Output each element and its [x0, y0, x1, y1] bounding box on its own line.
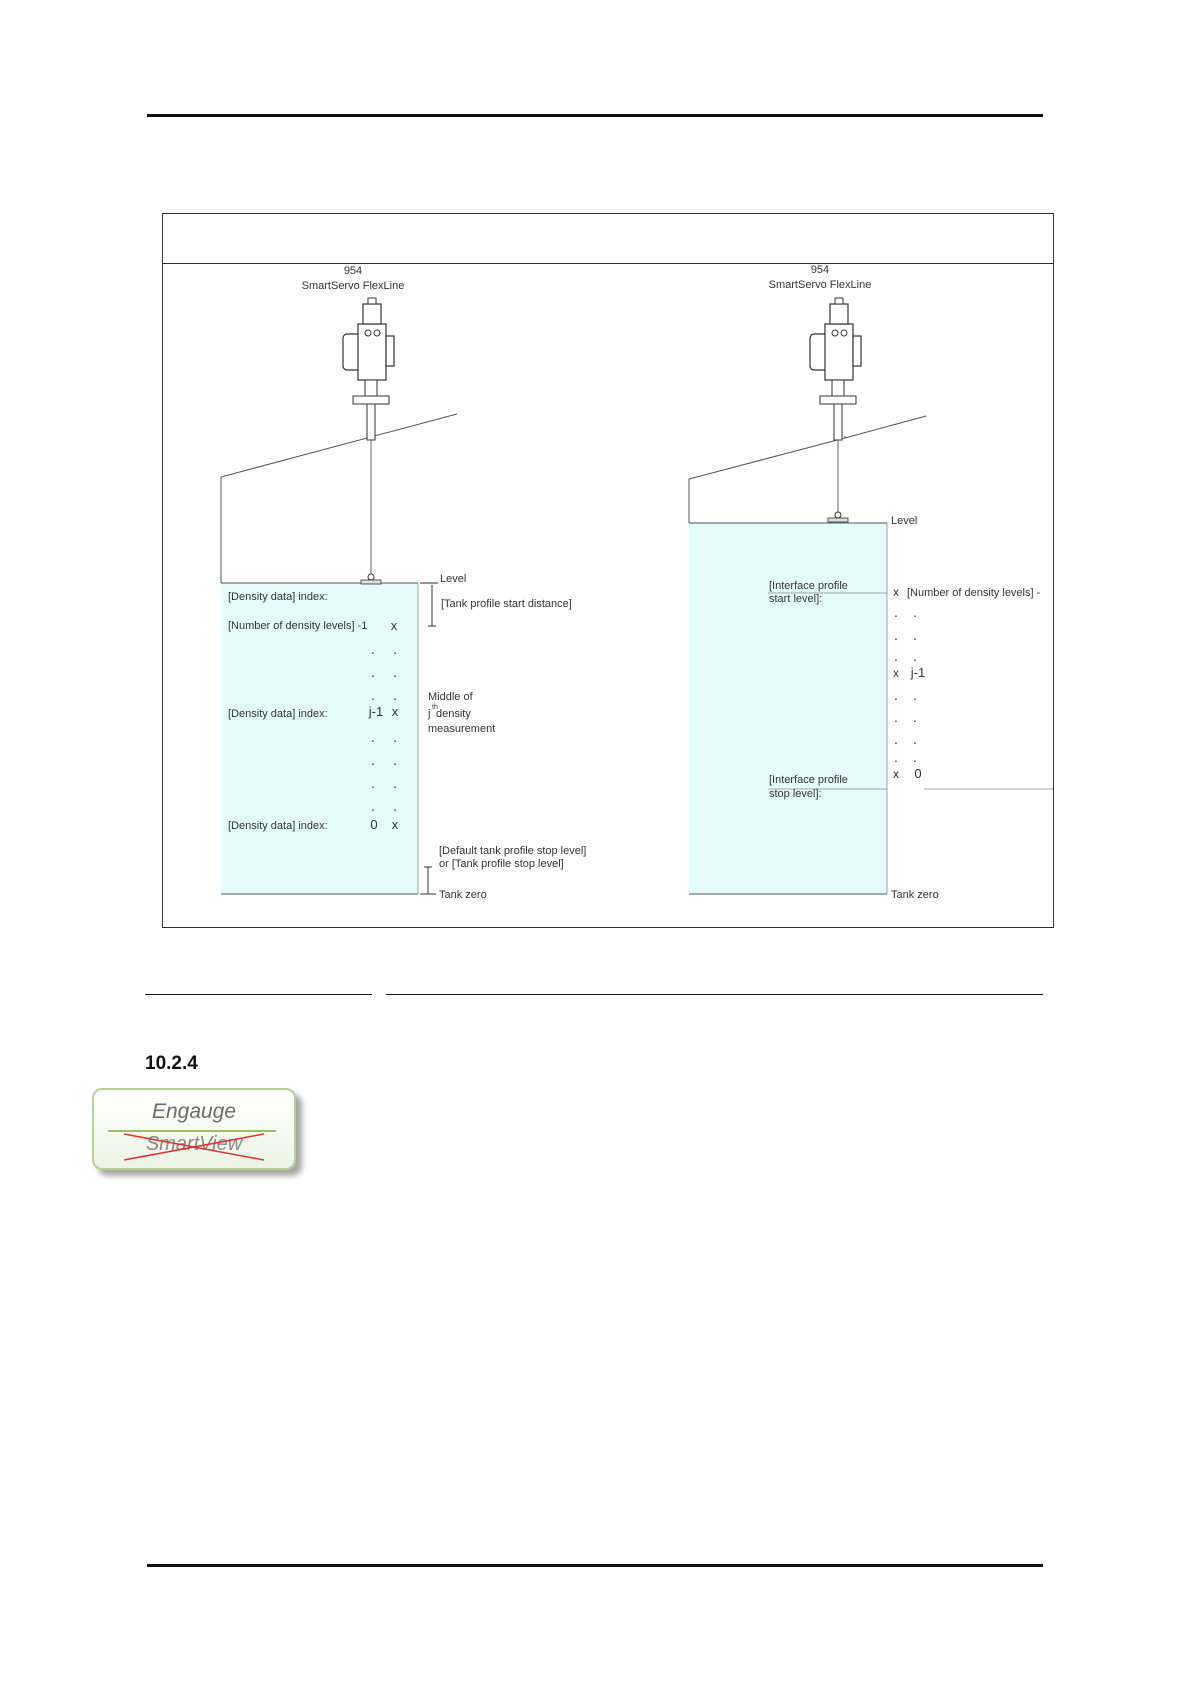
right-x-bottom: x — [893, 767, 899, 781]
right-tank-diagram — [689, 264, 1053, 901]
svg-text:.: . — [393, 752, 397, 768]
right-x-middle: x — [893, 666, 899, 680]
left-density-index-1: [Density data] index: — [228, 591, 328, 603]
svg-text:.: . — [913, 627, 917, 643]
right-interface-stop-label-1: [Interface profile — [769, 774, 848, 786]
caption-rule-left — [145, 994, 372, 995]
left-x-top: x — [390, 618, 398, 633]
left-device-number: 954 — [343, 265, 363, 277]
svg-text:.: . — [371, 775, 375, 791]
svg-text:.: . — [894, 648, 898, 664]
svg-text:.: . — [894, 687, 898, 703]
svg-text:.: . — [371, 752, 375, 768]
right-liquid-area — [689, 523, 887, 894]
logo-engauge-text: Engauge — [151, 1100, 237, 1123]
left-x-bottom: x — [391, 817, 399, 832]
left-j-minus-1: j-1 — [368, 704, 384, 719]
right-device-name: SmartServo FlexLine — [768, 279, 872, 291]
svg-text:.: . — [393, 664, 397, 680]
svg-text:.: . — [393, 775, 397, 791]
right-interface-start-label-1: [Interface profile — [769, 580, 848, 592]
svg-text:.: . — [894, 709, 898, 725]
left-device-name: SmartServo FlexLine — [301, 280, 405, 292]
svg-text:.: . — [913, 687, 917, 703]
svg-text:.: . — [913, 731, 917, 747]
left-tank-roof — [221, 414, 457, 583]
left-zero: 0 — [370, 817, 378, 832]
svg-text:.: . — [894, 604, 898, 620]
right-interface-start-label-2: start level]: — [769, 593, 823, 605]
right-level-label: Level — [891, 515, 918, 527]
right-dots-lower — [894, 687, 917, 765]
svg-text:.: . — [913, 648, 917, 664]
svg-text:.: . — [371, 664, 375, 680]
right-servo-device — [810, 298, 861, 522]
right-device-number: 954 — [810, 264, 830, 276]
right-number-of-density-levels: [Number of density levels] - — [907, 587, 1041, 599]
svg-text:.: . — [894, 627, 898, 643]
svg-text:.: . — [393, 729, 397, 745]
left-middle-density: density — [436, 708, 471, 720]
right-dots-upper — [894, 604, 917, 664]
svg-text:.: . — [913, 604, 917, 620]
left-default-stop-label-2: or [Tank profile stop level] — [439, 858, 564, 870]
left-default-stop-label-1: [Default tank profile stop level] — [439, 845, 587, 857]
left-density-index-2: [Density data] index: — [228, 708, 328, 720]
left-density-index-3: [Density data] index: — [228, 820, 328, 832]
svg-text:.: . — [371, 641, 375, 657]
right-x-top: x — [893, 585, 899, 599]
left-number-of-density-levels: [Number of density levels] -1 — [228, 620, 368, 632]
left-tank-zero-label: Tank zero — [439, 889, 487, 901]
left-middle-of-label: Middle of — [428, 691, 473, 703]
svg-text:.: . — [913, 709, 917, 725]
section-number: 10.2.4 — [145, 1053, 198, 1074]
left-tank-diagram — [221, 265, 586, 901]
right-zero: 0 — [914, 766, 922, 781]
svg-text:.: . — [894, 731, 898, 747]
left-middle-measurement: measurement — [428, 723, 496, 735]
logo-cross-out-icon — [124, 1132, 264, 1162]
svg-text:.: . — [371, 729, 375, 745]
right-tank-roof-right — [845, 416, 926, 438]
svg-text:.: . — [371, 687, 375, 703]
engauge-logo — [92, 1088, 296, 1170]
logo-smartview-text: SmartView — [145, 1133, 243, 1155]
right-tank-zero-label: Tank zero — [891, 889, 939, 901]
left-x-middle: x — [391, 704, 399, 719]
caption-rule-right — [386, 994, 1043, 995]
svg-text:.: . — [393, 641, 397, 657]
right-j-minus-1: j-1 — [910, 665, 926, 680]
right-tank-roof — [689, 436, 845, 523]
svg-text:.: . — [913, 749, 917, 765]
svg-text:.: . — [393, 687, 397, 703]
left-level-label: Level — [440, 573, 467, 585]
left-middle-j: j — [428, 708, 431, 720]
left-start-distance-label: [Tank profile start distance] — [441, 598, 572, 610]
left-servo-device — [343, 298, 394, 584]
footer-rule — [147, 1564, 1043, 1567]
right-interface-stop-label-2: stop level]: — [769, 788, 822, 800]
svg-text:.: . — [393, 798, 397, 814]
svg-text:.: . — [371, 798, 375, 814]
left-middle-th: th — [432, 704, 438, 711]
svg-text:.: . — [894, 749, 898, 765]
